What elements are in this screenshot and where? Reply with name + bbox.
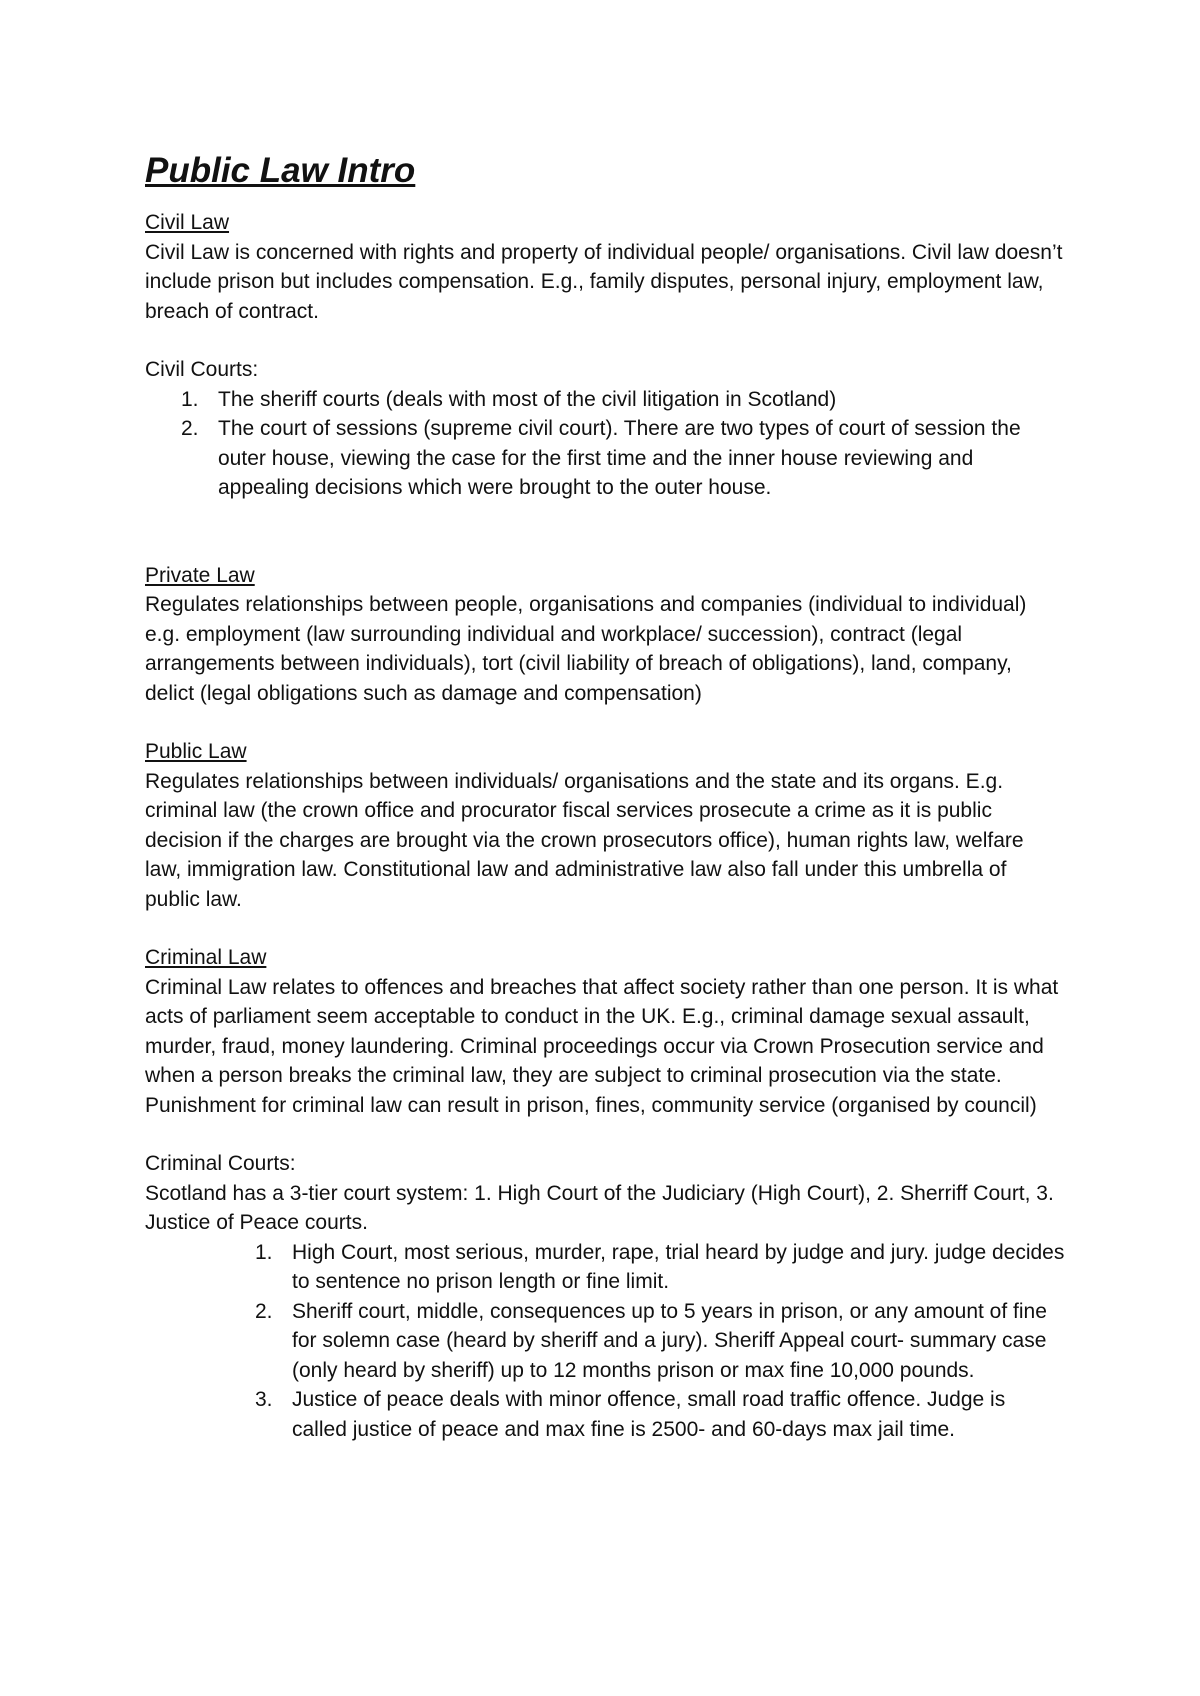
private-law-section — [145, 561, 1065, 709]
list-item — [145, 1385, 1065, 1444]
list-item-text: The sheriff courts (deals with most of the civil litigation in Scotland) — [218, 387, 837, 411]
criminal-courts-list — [145, 1238, 1065, 1445]
list-item — [145, 385, 1065, 415]
criminal-law-body: Criminal Law relates to offences and breaches that affect society rather than one person. It is what acts of parliament seem acceptable to conduct in the UK. E.g., criminal damage sexual assault, murder, fraud, money laundering. Criminal proceedings occur via Crown Prosecution service and when a person breaks the criminal law, they are subject to criminal prosecution via the state. Punishment for criminal law can result in prison, fines, community service (organised by council) — [145, 975, 1059, 1117]
private-law-body: Regulates relationships between people, organisations and companies (individual to individual) e.g. employment (law surrounding individual and workplace/ succession), contract (legal arrangements between individuals), tort (civil liability of breach of obligations), land, company, delict (legal obligations such as damage and compensation) — [145, 593, 1027, 705]
civil-courts-section — [145, 355, 1065, 503]
criminal-courts-intro: Scotland has a 3-tier court system: 1. High Court of the Judiciary (High Court), 2. Sherriff Court, 3. Justice of Peace courts. — [145, 1181, 1054, 1234]
civil-law-body: Civil Law is concerned with rights and property of individual people/ organisations. Civil law doesn’t include prison but includes compensation. E.g., family disputes, personal injury, employment law, breach of contract. — [145, 240, 1063, 323]
public-law-body: Regulates relationships between individuals/ organisations and the state and its organs. E.g. criminal law (the crown office and procurator fiscal services prosecute a crime as it is public decision if the charges are brought via the crown prosecutors office), human rights law, welfare law, immigration law. Constitutional law and administrative law also fall under this umbrella of public law. — [145, 769, 1024, 911]
list-number: 1. — [181, 387, 199, 411]
list-item-text: Justice of peace deals with minor offence, small road traffic offence. Judge is called justice of peace and max fine is 2500- and 60-days max jail time. — [292, 1388, 1006, 1441]
list-item — [145, 1238, 1065, 1297]
list-number: 2. — [255, 1299, 273, 1323]
list-item-text: High Court, most serious, murder, rape, trial heard by judge and jury. judge decides to sentence no prison length or fine limit. — [292, 1240, 1065, 1293]
civil-law-heading: Civil Law — [145, 211, 230, 234]
criminal-law-section — [145, 943, 1065, 1120]
public-law-section — [145, 737, 1065, 914]
document-title: Public Law Intro — [145, 151, 416, 190]
list-item — [145, 414, 1065, 503]
list-number: 2. — [181, 417, 199, 440]
list-item-text: The court of sessions (supreme civil court). There are two types of court of session the outer house, viewing the case for the first time and the inner house reviewing and appealing decisions which were brought to the outer house. — [218, 417, 1021, 499]
civil-courts-list — [145, 385, 1065, 503]
civil-courts-heading: Civil Courts: — [145, 358, 259, 381]
list-number: 1. — [255, 1240, 273, 1264]
list-item-text: Sheriff court, middle, consequences up to 5 years in prison, or any amount of fine for solemn case (heard by sheriff and a jury). Sheriff Appeal court- summary case (only heard by sheriff) up to 12 months prison or max fine 10,000 pounds. — [292, 1299, 1047, 1382]
document-page — [145, 150, 1065, 1444]
criminal-courts-heading: Criminal Courts: — [145, 1152, 296, 1175]
civil-law-section — [145, 208, 1065, 326]
criminal-courts-section — [145, 1149, 1065, 1444]
public-law-heading: Public Law — [145, 740, 247, 763]
list-number: 3. — [255, 1388, 273, 1411]
private-law-heading: Private Law — [145, 563, 255, 587]
list-item — [145, 1297, 1065, 1386]
criminal-law-heading: Criminal Law — [145, 946, 267, 969]
